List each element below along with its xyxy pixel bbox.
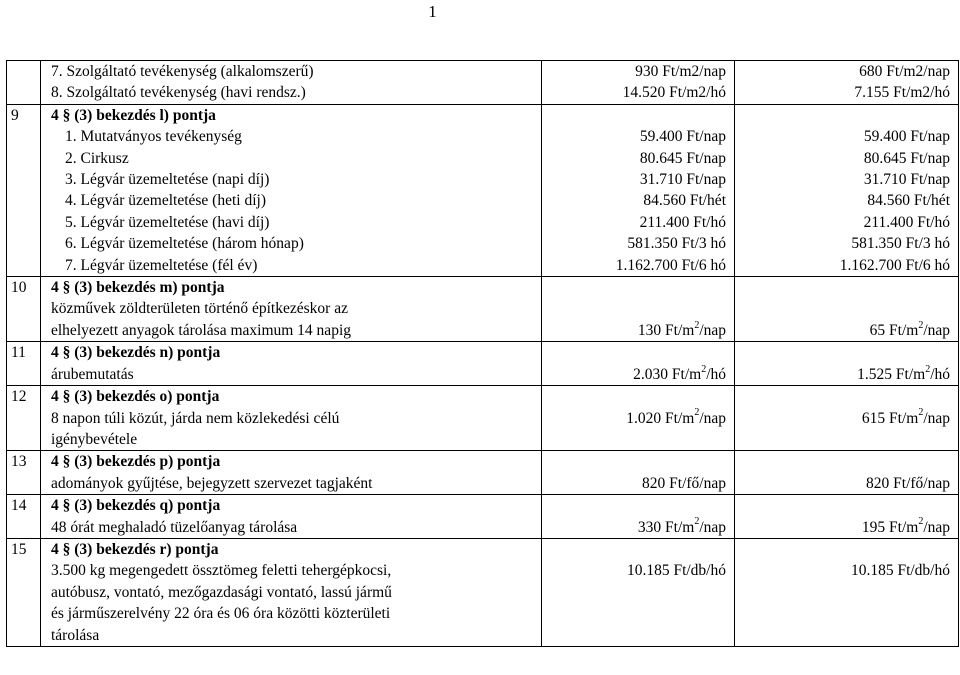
fee-value: 14.520 Ft/m2/hó [622, 84, 726, 102]
fee-col2 [735, 61, 959, 105]
fee-value: 7.155 Ft/m2/hó [854, 84, 950, 102]
table-row [7, 342, 959, 386]
item-label: 8. Szolgáltató tevékenység (havi rendsz.) [51, 84, 306, 102]
fee-value: 2.030 $Ft/m^2/hó$ [633, 363, 726, 383]
description-line: tárolása [51, 626, 100, 644]
fee-value: 195 $Ft/m^2$/nap [861, 516, 950, 536]
item-label: 7. Szolgáltató tevékenység (alkalomszerű) [51, 63, 314, 80]
fee-col2 [735, 342, 959, 386]
row-description [41, 451, 542, 495]
fee-value: 1.162.700 Ft/6 hó [615, 256, 726, 274]
fee-col2 [735, 386, 959, 451]
fee-value: 80.645 Ft/nap [863, 149, 950, 167]
description-line: 8 napon túli közút, járda nem közlekedési célú [51, 409, 340, 427]
row-description [41, 538, 542, 646]
fee-value: 211.400 Ft/hó [863, 213, 950, 231]
fee-col1 [542, 495, 735, 539]
section-heading: 4 § (3) bekezdés r) pontja [51, 540, 219, 558]
section-heading: 4 § (3) bekezdés n) pontja [51, 344, 221, 362]
table-row [7, 277, 959, 342]
fee-value: 31.710 Ft/nap [863, 171, 950, 189]
fee-col1 [542, 277, 735, 342]
description-line: árubemutatás [51, 365, 134, 383]
row-number: 11 [7, 342, 41, 386]
fee-value: 84.560 Ft/hét [867, 192, 950, 210]
row-number [7, 61, 41, 105]
fee-value: 1.525 $Ft/m^2/hó$ [857, 363, 950, 383]
description-line: autóbusz, vontató, mezőgazdasági vontató, lassú jármű [51, 583, 392, 601]
description-line: 48 órát meghaladó tüzelőanyag tárolása [51, 518, 298, 536]
fee-value: 1.020 $Ft/m^2$/nap [626, 407, 726, 427]
item-label: 4. Légvár üzemeltetése (heti díj) [65, 192, 266, 210]
fee-value: 59.400 Ft/nap [639, 128, 726, 146]
description-line: 3.500 kg megengedett össztömeg feletti tehergépkocsi, [51, 562, 392, 580]
item-label: 6. Légvár üzemeltetése (három hónap) [65, 235, 304, 253]
fee-value: 59.400 Ft/nap [863, 128, 950, 146]
fee-col1 [542, 538, 735, 646]
fee-value: 330 $Ft/m^2$/nap [637, 516, 726, 536]
fee-col1 [542, 342, 735, 386]
row-number: 10 [7, 277, 41, 342]
row-number: 13 [7, 451, 41, 495]
fee-value: 1.162.700 Ft/6 hó [839, 256, 950, 274]
row-description [41, 386, 542, 451]
fee-value: 930 Ft/m2/nap [635, 63, 726, 80]
description-line: adományok gyűjtése, bejegyzett szervezet tagjaként [51, 474, 373, 492]
description-line: igénybevétele [51, 430, 138, 448]
row-description [41, 104, 542, 276]
fee-value: 130 $Ft/m^2$/nap [637, 319, 726, 339]
row-number: 9 [7, 104, 41, 276]
fee-value: 820 Ft/fő/nap [642, 474, 726, 492]
description-line: elhelyezett anyagok tárolása maximum 14 napig [51, 321, 351, 339]
fee-value: 10.185 Ft/db/hó [850, 562, 950, 580]
page-number: 1 [428, 2, 437, 21]
fee-col2 [735, 495, 959, 539]
fee-col1 [542, 104, 735, 276]
table-row [7, 451, 959, 495]
fee-value: 65 $Ft/m^2$/nap [869, 319, 950, 339]
row-description [41, 342, 542, 386]
fee-value: 820 Ft/fő/nap [866, 474, 950, 492]
fee-value: 680 Ft/m2/nap [859, 63, 950, 80]
section-heading: 4 § (3) bekezdés q) pontja [51, 497, 221, 515]
row-description [41, 277, 542, 342]
table-row [7, 538, 959, 646]
section-heading: 4 § (3) bekezdés m) pontja [51, 279, 225, 297]
fee-value: 615 $Ft/m^2$/nap [861, 407, 950, 427]
fee-table [6, 60, 959, 647]
section-heading: 4 § (3) bekezdés o) pontja [51, 388, 220, 406]
item-label: 5. Légvár üzemeltetése (havi díj) [65, 213, 270, 231]
fee-value: 581.350 Ft/3 hó [851, 235, 950, 253]
fee-col1 [542, 61, 735, 105]
section-heading: 4 § (3) bekezdés l) pontja [51, 106, 216, 124]
fee-col2 [735, 451, 959, 495]
table-row [7, 61, 959, 105]
item-label: 7. Légvár üzemeltetése (fél év) [65, 256, 258, 274]
table-row [7, 104, 959, 276]
table-row [7, 495, 959, 539]
row-number: 12 [7, 386, 41, 451]
item-label: 1. Mutatványos tevékenység [65, 128, 242, 146]
table-row [7, 386, 959, 451]
fee-col2 [735, 538, 959, 646]
item-label: 3. Légvár üzemeltetése (napi díj) [65, 171, 270, 189]
row-number: 14 [7, 495, 41, 539]
fee-value: 211.400 Ft/hó [639, 213, 726, 231]
fee-value: 80.645 Ft/nap [639, 149, 726, 167]
fee-value: 10.185 Ft/db/hó [626, 562, 726, 580]
fee-col2 [735, 104, 959, 276]
description-line: és járműszerelvény 22 óra és 06 óra közötti közterületi [51, 605, 391, 623]
fee-value: 581.350 Ft/3 hó [627, 235, 726, 253]
description-line: közművek zöldterületen történő építkezéskor az [51, 300, 348, 318]
section-heading: 4 § (3) bekezdés p) pontja [51, 453, 221, 471]
row-number: 15 [7, 538, 41, 646]
fee-value: 31.710 Ft/nap [639, 171, 726, 189]
row-description [41, 61, 542, 105]
fee-col1 [542, 386, 735, 451]
fee-col2 [735, 277, 959, 342]
fee-value: 84.560 Ft/hét [643, 192, 726, 210]
row-description [41, 495, 542, 539]
item-label: 2. Cirkusz [65, 149, 129, 167]
fee-col1 [542, 451, 735, 495]
